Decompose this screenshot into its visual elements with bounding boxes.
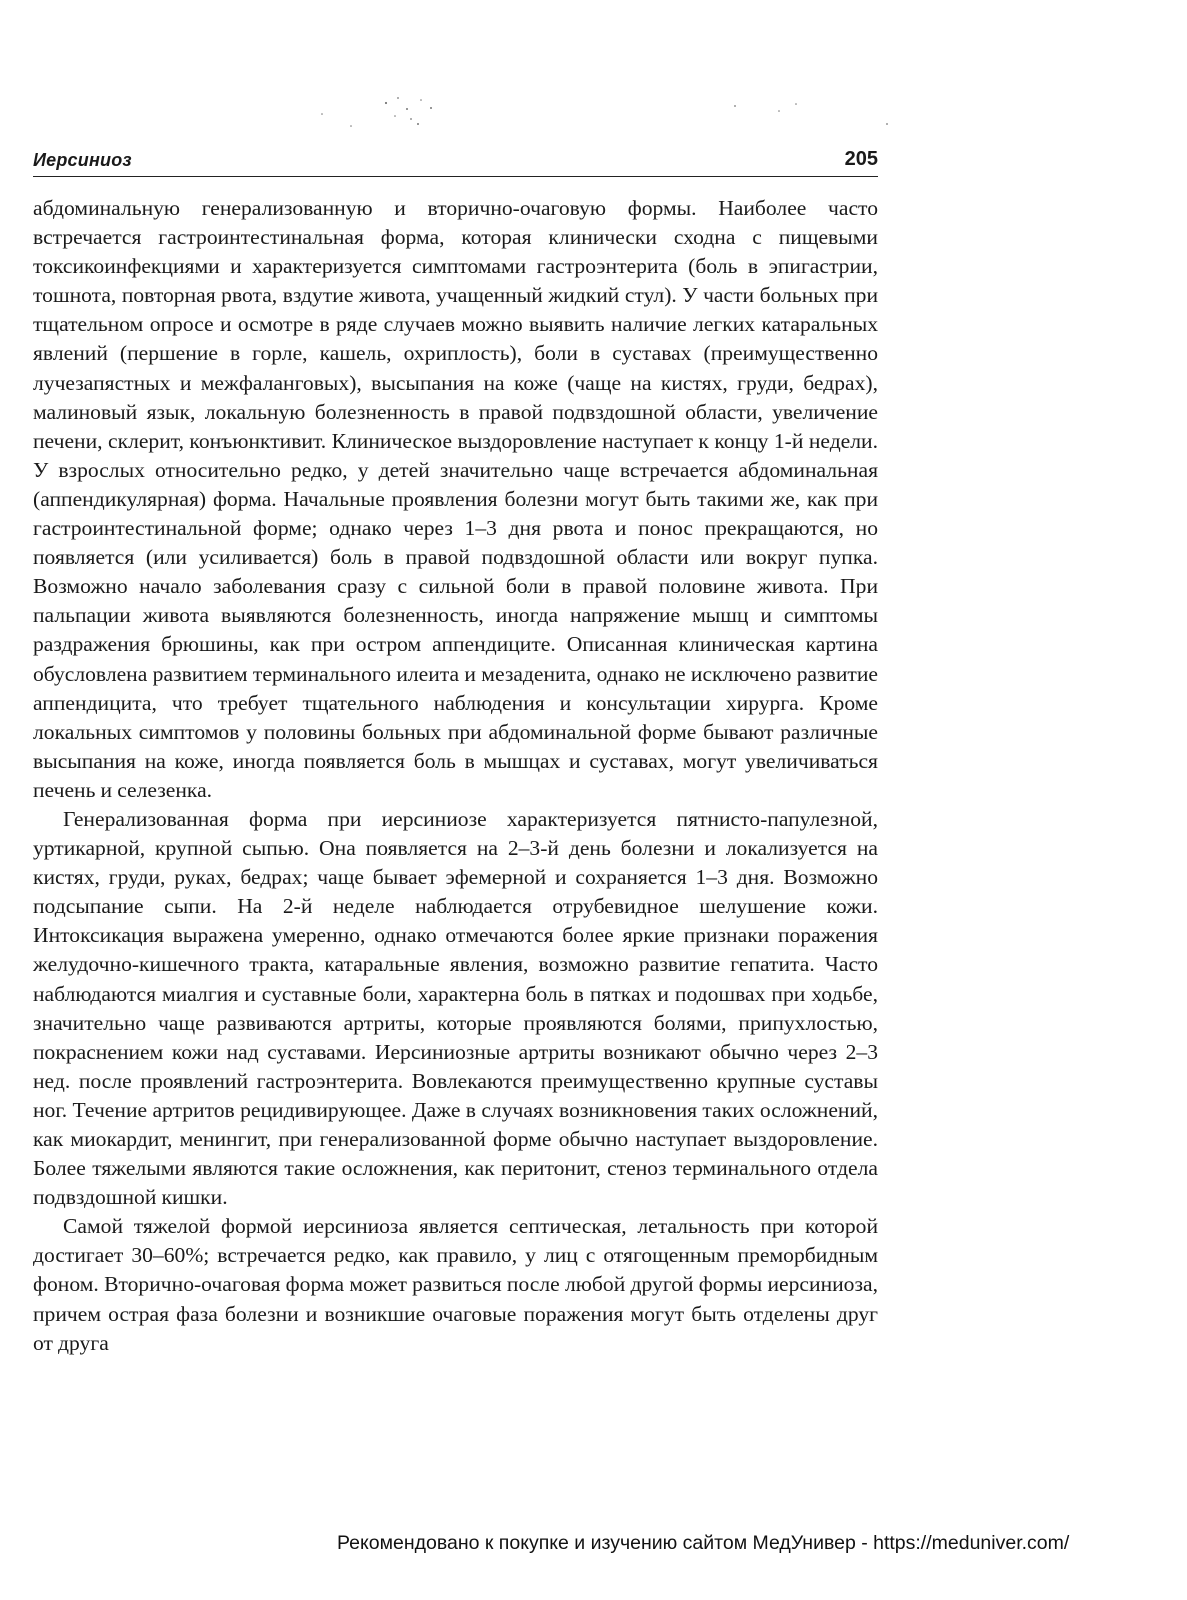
page-number: 205: [844, 148, 878, 170]
article-body: [33, 194, 878, 1358]
paragraph-generalized-form: Генерализованная форма при иерсиниозе характеризуется пятнисто-папулезной, уртикарной, крупной сыпью. Она появляется на 2–3-й день болезни и локализуется на кистях, груди, руках, бедрах; чаще бывает эфемерной и сохраняется 1–3 дня. Возможно подсыпание сыпи. На 2-й неделе наблюдается отрубевидное шелушение кожи. Интоксикация выражена умеренно, однако отмечаются более яркие признаки поражения желудочно-кишечного тракта, катаральные явления, возможно развитие гепатита. Часто наблюдаются миалгия и суставные боли, характерна боль в пятках и подошвах при ходьбе, значительно чаще развиваются артриты, которые проявляются болями, припухлостью, покраснением кожи над суставами. Иерсиниозные артриты возникают обычно через 2–3 нед. после проявлений гастроэнтерита. Вовлекаются преимущественно крупные суставы ног. Течение артритов рецидивирующее. Даже в случаях возникновения таких осложнений, как миокардит, менингит, при генерализованной форме обычно наступает выздоровление. Более тяжелыми являются такие осложнения, как перитонит, стеноз терминального отдела подвздошной кишки.: [33, 806, 878, 1210]
running-title: Иерсиниоз: [33, 150, 132, 170]
paragraph-abdominal-forms: абдоминальную генерализованную и вторично-очаговую формы. Наиболее часто встречается гастроинтестинальная форма, которая клинически сходна с пищевыми токсикоинфекциями и характеризуется симптомами гастроэнтерита (боль в эпигастрии, тошнота, повторная рвота, вздутие живота, учащенный жидкий стул). У части больных при тщательном опросе и осмотре в ряде случаев можно выявить наличие легких катаральных явлений (першение в горле, кашель, охриплость), боли в суставах (преимущественно лучезапястных и межфаланговых), высыпания на коже (чаще на кистях, груди, бедрах), малиновый язык, локальную болезненность в правой подвздошной области, увеличение печени, склерит, конъюнктивит. Клиническое выздоровление наступает к концу 1-й недели. У взрослых относительно редко, у детей значительно чаще встречается абдоминальная (аппендикулярная) форма. Начальные проявления болезни могут быть такими же, как при гастроинтестинальной форме; однако через 1–3 дня рвота и понос прекращаются, но появляется (или усиливается) боль в правой подвздошной области или вокруг пупка. Возможно начало заболевания сразу с сильной боли в правой половине живота. При пальпации живота выявляются болезненность, иногда напряжение мышц и симптомы раздражения брюшины, как при остром аппендиците. Описанная клиническая картина обусловлена развитием терминального илеита и мезаденита, однако не исключено развитие аппендицита, что требует тщательного наблюдения и консультации хирурга. Кроме локальных симптомов у половины больных при абдоминальной форме бывают различные высыпания на коже, иногда появляется боль в мышцах и суставах, могут увеличиваться печень и селезенка.: [33, 196, 878, 802]
scan-noise-decoration: [0, 0, 1187, 150]
running-header: [33, 148, 878, 177]
paragraph-septic-form: Самой тяжелой формой иерсиниоза является септическая, летальность при которой достигает 30–60%; встречается редко, как правило, у лиц с отягощенным преморбидным фоном. Вторично-очаговая форма может развиться после любой другой формы иерсиниоза, причем острая фаза болезни и возникшие очаговые поражения могут быть отделены друг от друга: [33, 1214, 878, 1355]
footer-recommendation: Рекомендовано к покупке и изучению сайтом МедУнивер - https://meduniver.com/: [337, 1532, 1070, 1554]
